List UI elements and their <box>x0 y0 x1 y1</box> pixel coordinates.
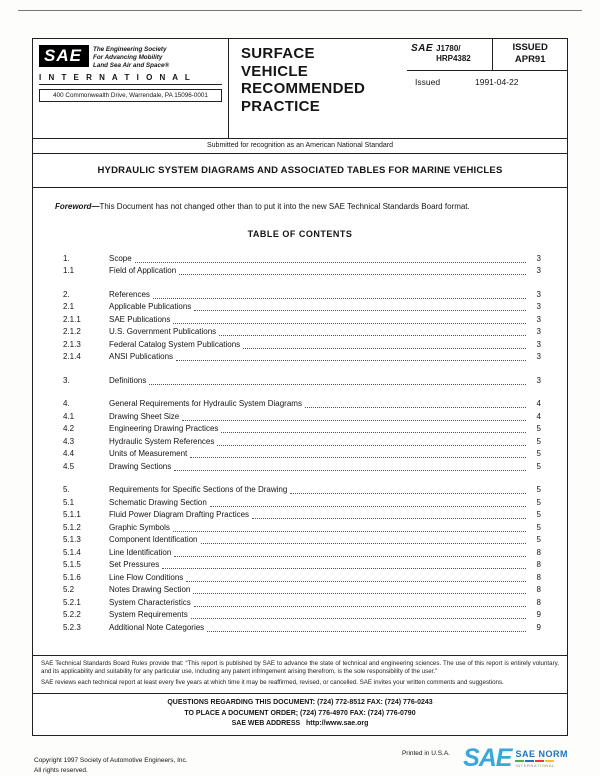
toc-section-number: 1. <box>63 253 70 263</box>
toc-dotted-leader <box>173 531 526 532</box>
foreword-label: Foreword— <box>55 202 100 211</box>
toc-row <box>63 509 541 522</box>
contact-line-orders: TO PLACE A DOCUMENT ORDER; (724) 776-4970 FAX: (724) 776-0790 <box>184 709 416 717</box>
toc-section-number: 5.1.3 <box>63 535 81 545</box>
toc-page-number: 3 <box>536 266 541 276</box>
document-header <box>33 39 567 139</box>
toc-dotted-leader <box>174 470 526 471</box>
foreword-paragraph <box>55 202 545 213</box>
issued-date-short: APR91 <box>514 54 546 66</box>
toc-row <box>63 265 541 278</box>
toc-dotted-leader <box>194 606 526 607</box>
toc-page-number: 5 <box>536 522 541 532</box>
toc-dotted-leader <box>252 518 526 519</box>
toc-row <box>63 461 541 474</box>
toc-row <box>63 584 541 597</box>
toc-page-number: 4 <box>536 399 541 409</box>
sae-mini-logo: SAE <box>411 43 434 54</box>
society-line: Land Sea Air and Space® <box>92 61 170 69</box>
toc-section-title: Line Identification <box>109 547 172 557</box>
toc-section-number: 5.1.5 <box>63 560 81 570</box>
doc-type-line: PRACTICE <box>241 98 321 116</box>
toc-dotted-leader <box>191 618 526 619</box>
toc-section-title: Federal Catalog System Publications <box>109 339 241 349</box>
toc-row <box>63 326 541 339</box>
toc-section-number: 5.1.6 <box>63 572 81 582</box>
toc-dotted-leader <box>149 384 526 385</box>
toc-row <box>63 253 541 266</box>
toc-page-number: 8 <box>536 547 541 557</box>
rights-line: All rights reserved. <box>34 766 88 774</box>
toc-page-number: 3 <box>536 327 541 337</box>
table-of-contents <box>55 253 545 635</box>
contact-block <box>33 693 567 735</box>
ansi-recognition-note: Submitted for recognition as an American National Standard <box>33 139 567 154</box>
toc-page-number: 5 <box>536 436 541 446</box>
notice-paragraph-1: SAE Technical Standards Board Rules provide that: “This report is published by SAE to advance the state of technical and engineering sciences. The use of this report is entirely voluntary, and its applicability and suitability for any particular use, including any patent infringement arising therefrom, is the sole responsibility of the user.” <box>41 660 559 676</box>
toc-dotted-leader <box>193 593 526 594</box>
contact-line-web <box>33 719 567 730</box>
toc-section-title: System Requirements <box>109 610 188 620</box>
toc-page-number: 8 <box>536 597 541 607</box>
toc-section-title: Line Flow Conditions <box>109 572 184 582</box>
sae-web-link[interactable]: http://www.sae.org <box>306 720 369 728</box>
sae-norm-subtext: INTERNATIONAL <box>515 763 555 768</box>
toc-dotted-leader <box>221 432 526 433</box>
toc-page-number: 3 <box>536 339 541 349</box>
toc-page-number: 8 <box>536 572 541 582</box>
toc-page-number: 5 <box>536 485 541 495</box>
printed-in-usa-label: Printed in U.S.A. <box>401 750 450 757</box>
toc-page-number: 5 <box>536 449 541 459</box>
toc-section-title: Fluid Power Diagram Drafting Practices <box>109 510 250 520</box>
issued-row-date: 1991-04-22 <box>475 76 519 87</box>
toc-section-number: 5.1 <box>63 497 75 507</box>
toc-page-number: 3 <box>536 314 541 324</box>
sae-norm-logo <box>463 744 568 772</box>
toc-page-number: 5 <box>536 510 541 520</box>
toc-row <box>63 423 541 436</box>
toc-section-title: Applicable Publications <box>109 302 192 312</box>
toc-row <box>63 572 541 585</box>
toc-section-title: Engineering Drawing Practices <box>109 424 219 434</box>
toc-section-title: SAE Publications <box>109 314 171 324</box>
toc-section-title: General Requirements for Hydraulic System Diagrams <box>109 399 302 409</box>
toc-section-title: Drawing Sections <box>109 461 172 471</box>
copyright-line: Copyright 1997 Society of Automotive Engineers, Inc. <box>34 757 188 764</box>
toc-section-title: Drawing Sheet Size <box>109 411 180 421</box>
toc-section-number: 2.1.4 <box>63 352 81 362</box>
toc-section-number: 1.1 <box>63 266 75 276</box>
toc-row <box>63 411 541 424</box>
toc-section-number: 3. <box>63 375 70 385</box>
web-address-label: SAE WEB ADDRESS <box>231 720 301 728</box>
sae-norm-name: SAE NORM <box>515 748 568 759</box>
toc-section-title: Set Pressures <box>109 560 160 570</box>
toc-row <box>63 301 541 314</box>
toc-row <box>63 448 541 461</box>
contact-line-questions: QUESTIONS REGARDING THIS DOCUMENT: (724) 772-8512 FAX: (724) 776-0243 <box>167 699 433 707</box>
standards-board-notice <box>33 655 567 693</box>
norm-color-bar <box>535 760 544 763</box>
toc-dotted-leader <box>174 556 526 557</box>
issued-row-label: Issued <box>415 76 441 87</box>
toc-dotted-leader <box>186 581 526 582</box>
toc-group <box>63 484 541 634</box>
toc-dotted-leader <box>179 274 526 275</box>
toc-group <box>63 289 541 364</box>
toc-dotted-leader <box>194 310 526 311</box>
toc-group <box>63 398 541 473</box>
toc-row <box>63 339 541 352</box>
toc-section-number: 5.1.1 <box>63 510 81 520</box>
norm-color-bar <box>515 760 524 763</box>
toc-page-number: 5 <box>536 497 541 507</box>
document-code-line: HRP4382 <box>436 53 471 63</box>
toc-section-title: ANSI Publications <box>109 352 174 362</box>
top-rule <box>18 10 582 11</box>
toc-section-title: Additional Note Categories <box>109 622 205 632</box>
publisher-block <box>33 39 229 138</box>
toc-section-number: 5.1.4 <box>63 547 81 557</box>
toc-section-number: 5.2.1 <box>63 597 81 607</box>
toc-dotted-leader <box>219 335 526 336</box>
toc-page-number: 5 <box>536 535 541 545</box>
toc-page-number: 4 <box>536 411 541 421</box>
toc-row <box>63 484 541 497</box>
toc-dotted-leader <box>243 348 526 349</box>
international-label: I N T E R N A T I O N A L <box>39 71 222 85</box>
toc-section-number: 2.1.3 <box>63 339 81 349</box>
toc-dotted-leader <box>173 323 526 324</box>
toc-section-title: Notes Drawing Section <box>109 585 191 595</box>
toc-page-number: 5 <box>536 461 541 471</box>
toc-page-number: 3 <box>536 302 541 312</box>
toc-dotted-leader <box>217 445 526 446</box>
toc-section-number: 5.2.2 <box>63 610 81 620</box>
toc-row <box>63 289 541 302</box>
toc-section-number: 2. <box>63 289 70 299</box>
doc-type-line: VEHICLE <box>241 62 309 80</box>
toc-section-number: 2.1.2 <box>63 327 81 337</box>
toc-section-number: 4.2 <box>63 424 75 434</box>
toc-section-title: Units of Measurement <box>109 449 188 459</box>
doc-type-line: RECOMMENDED <box>241 80 366 98</box>
toc-page-number: 8 <box>536 560 541 570</box>
toc-section-number: 4.1 <box>63 411 75 421</box>
society-line: For Advancing Mobility <box>92 53 163 61</box>
toc-section-number: 4.3 <box>63 436 75 446</box>
sae-norm-color-bars <box>515 760 554 763</box>
document-id-block <box>407 39 567 138</box>
document-title: HYDRAULIC SYSTEM DIAGRAMS AND ASSOCIATED TABLES FOR MARINE VEHICLES <box>33 154 567 188</box>
issued-label: ISSUED <box>512 42 548 53</box>
toc-dotted-leader <box>207 631 526 632</box>
society-tagline <box>93 45 169 70</box>
toc-row <box>63 622 541 635</box>
toc-section-number: 4.4 <box>63 449 75 459</box>
toc-row <box>63 522 541 535</box>
toc-row <box>63 398 541 411</box>
toc-section-title: Graphic Symbols <box>109 522 170 532</box>
toc-dotted-leader <box>190 457 526 458</box>
toc-page-number: 3 <box>536 289 541 299</box>
issued-stamp <box>493 39 567 70</box>
society-line: The Engineering Society <box>92 46 167 53</box>
document-code-line: J1780/ <box>436 44 461 53</box>
toc-section-number: 2.1 <box>63 302 75 312</box>
toc-group <box>63 253 541 278</box>
toc-row <box>63 351 541 364</box>
publisher-address: 400 Commonwealth Drive, Warrendale, PA 15096-0001 <box>39 89 222 102</box>
toc-section-title: Hydraulic System References <box>109 436 215 446</box>
toc-dotted-leader <box>201 543 527 544</box>
notice-paragraph-2: SAE reviews each technical report at least every five years at which time it may be reaffirmed, revised, or cancelled. SAE invites your written comments and suggestions. <box>41 679 504 687</box>
foreword-text: This Document has not changed other than to put it into the new SAE Technical Standards Board format. <box>99 202 470 211</box>
sae-logo: SAE <box>39 45 89 67</box>
toc-page-number: 3 <box>536 352 541 362</box>
toc-row <box>63 559 541 572</box>
toc-section-title: Component Identification <box>109 535 198 545</box>
toc-section-title: System Characteristics <box>109 597 191 607</box>
toc-dotted-leader <box>210 506 526 507</box>
document-type-title <box>229 39 407 138</box>
toc-section-title: Schematic Drawing Section <box>109 497 207 507</box>
document-number <box>407 39 493 70</box>
toc-row <box>63 547 541 560</box>
toc-section-title: Scope <box>109 253 132 263</box>
toc-dotted-leader <box>305 407 526 408</box>
toc-section-number: 5. <box>63 485 70 495</box>
toc-dotted-leader <box>135 262 526 263</box>
norm-color-bar <box>525 760 534 763</box>
toc-row <box>63 436 541 449</box>
toc-row <box>63 375 541 388</box>
toc-page-number: 5 <box>536 424 541 434</box>
toc-section-number: 5.2.3 <box>63 622 81 632</box>
toc-section-title: U.S. Government Publications <box>109 327 217 337</box>
toc-dotted-leader <box>162 568 526 569</box>
toc-dotted-leader <box>182 420 526 421</box>
toc-row <box>63 534 541 547</box>
toc-page-number: 9 <box>536 622 541 632</box>
toc-dotted-leader <box>153 298 526 299</box>
toc-section-title: Definitions <box>109 375 147 385</box>
toc-group <box>63 375 541 388</box>
document-frame <box>32 38 568 736</box>
issued-date-row <box>407 71 567 93</box>
toc-section-title: Requirements for Specific Sections of the Drawing <box>109 485 288 495</box>
toc-row <box>63 497 541 510</box>
doc-type-line: SURFACE <box>241 45 315 62</box>
toc-row <box>63 597 541 610</box>
toc-dotted-leader <box>290 493 526 494</box>
toc-section-title: References <box>109 289 150 299</box>
toc-page-number: 8 <box>536 585 541 595</box>
toc-section-number: 2.1.1 <box>63 314 81 324</box>
toc-row <box>63 314 541 327</box>
toc-section-number: 4.5 <box>63 461 75 471</box>
norm-color-bar <box>545 760 554 763</box>
toc-section-number: 5.1.2 <box>63 522 81 532</box>
toc-page-number: 3 <box>536 375 541 385</box>
copyright-block <box>34 756 188 776</box>
toc-row <box>63 609 541 622</box>
toc-dotted-leader <box>176 360 526 361</box>
toc-section-title: Field of Application <box>109 266 177 276</box>
document-body <box>33 188 567 655</box>
toc-section-number: 4. <box>63 399 70 409</box>
toc-page-number: 3 <box>536 253 541 263</box>
sae-norm-logo-text: SAE <box>463 744 512 772</box>
toc-page-number: 9 <box>536 610 541 620</box>
toc-heading: TABLE OF CONTENTS <box>247 228 353 239</box>
toc-section-number: 5.2 <box>63 585 75 595</box>
